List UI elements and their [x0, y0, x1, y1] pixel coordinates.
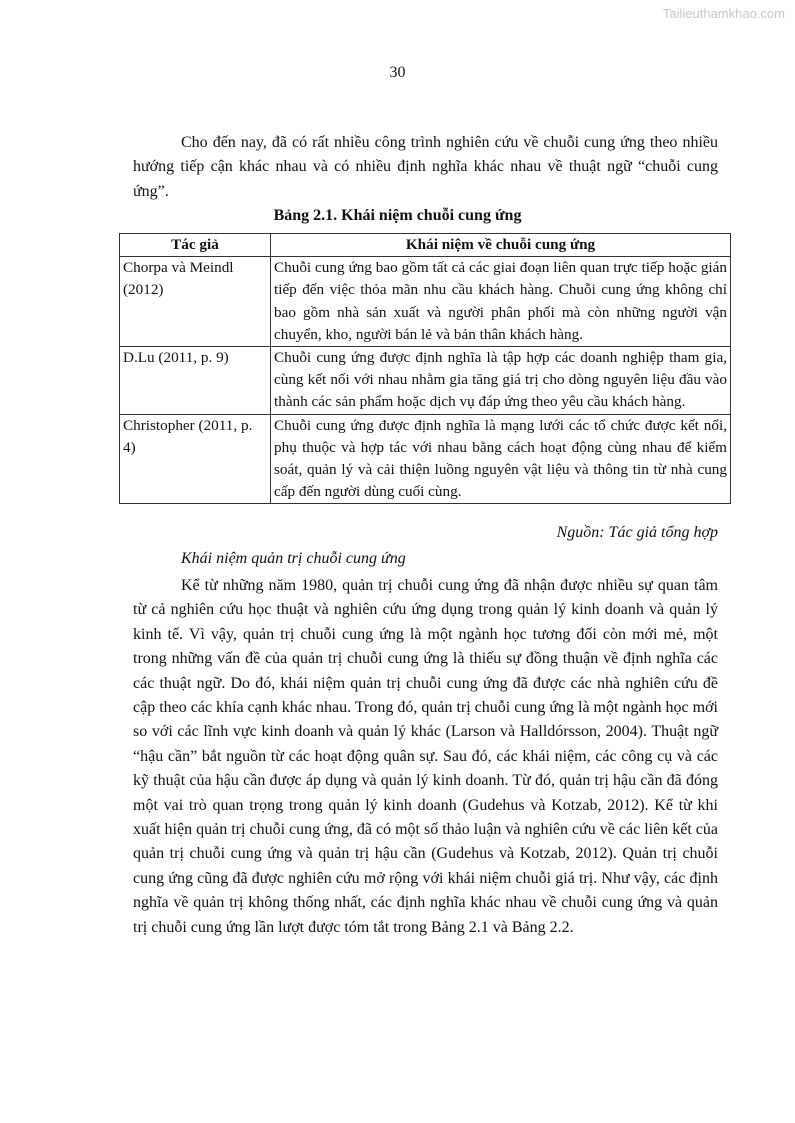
author-cell: D.Lu (2011, p. 9) [120, 347, 271, 415]
concept-cell: Chuỗi cung ứng bao gồm tất cả các giai đoạn liên quan trực tiếp hoặc gián tiếp đến việc thỏa mãn nhu cầu khách hàng. Chuỗi cung ứng không chỉ bao gồm nhà sản xuất và người phân phối mà còn những người vận chuyển, kho, người bán lẻ và bản thân khách hàng. [271, 257, 731, 347]
concept-table [119, 233, 731, 504]
header-concept: Khái niệm về chuỗi cung ứng [271, 234, 731, 257]
table-row [120, 414, 731, 504]
watermark: Tailieuthamkhao.com [662, 6, 785, 21]
body-paragraph: Kể từ những năm 1980, quản trị chuỗi cung ứng đã nhận được nhiều sự quan tâm từ cả nghiên cứu học thuật và nghiên cứu ứng dụng trong quản lý kinh doanh và quản lý kinh tế. Vì vậy, quản trị chuỗi cung ứng là một ngành học tương đối còn mới mẻ, một trong những vấn đề của quản trị chuỗi cung ứng là thiếu sự đồng thuận về định nghĩa các các thuật ngữ. Do đó, khái niệm quản trị chuỗi cung ứng đã được các nhà nghiên cứu đề cập theo các khía cạnh khác nhau. Trong đó, quản trị chuỗi cung ứng là một ngành học mới so với các lĩnh vực kinh doanh và quản lý khác (Larson và Halldórsson, 2004). Thuật ngữ “hậu cần” bắt nguồn từ các hoạt động quân sự. Sau đó, các khái niệm, các công cụ và các kỹ thuật của hậu cần được áp dụng và quản lý kinh doanh. Từ đó, quản trị hậu cần đã đóng một vai trò quan trọng trong quản lý kinh doanh (Gudehus và Kotzab, 2012). Kể từ khi xuất hiện quản trị chuỗi cung ứng, đã có một số thảo luận và nghiên cứu về các liên kết của quản trị chuỗi cung ứng và quản trị hậu cần (Gudehus và Kotzab, 2012). Quản trị chuỗi cung ứng cũng đã được nghiên cứu mở rộng với khái niệm chuỗi giá trị. Như vậy, các định nghĩa về quản trị không thống nhất, các định nghĩa khác nhau về chuỗi cung ứng và quản trị chuỗi cung ứng lần lượt được tóm tắt trong Bảng 2.1 và Bảng 2.2. [133, 577, 718, 936]
table-source: Nguồn: Tác giả tổng hợp [556, 524, 718, 541]
author-cell: Christopher (2011, p. 4) [120, 414, 271, 504]
section-subheading: Khái niệm quản trị chuỗi cung ứng [181, 550, 406, 567]
header-author: Tác giả [120, 234, 271, 257]
page-number: 30 [389, 64, 406, 81]
concept-cell: Chuỗi cung ứng được định nghĩa là tập hợp các doanh nghiệp tham gia, cùng kết nối với nhau nhằm gia tăng giá trị cho dòng nguyên liệu đầu vào thành các sản phẩm hoặc dịch vụ đáp ứng theo yêu cầu khách hàng. [271, 347, 731, 415]
table-row [120, 347, 731, 415]
author-cell: Chorpa và Meindl (2012) [120, 257, 271, 347]
table-header-row [120, 234, 731, 257]
concept-cell: Chuỗi cung ứng được định nghĩa là mạng lưới các tổ chức được kết nối, phụ thuộc và hợp tác với nhau bằng cách hoạt động cùng nhau để kiểm soát, quản lý và cải thiện luồng nguyên vật liệu và thông tin từ nhà cung cấp đến người dùng cuối cùng. [271, 414, 731, 504]
table-row [120, 257, 731, 347]
table-caption: Bảng 2.1. Khái niệm chuỗi cung ứng [273, 207, 522, 224]
intro-paragraph: Cho đến nay, đã có rất nhiều công trình nghiên cứu về chuỗi cung ứng theo nhiều hướng tiếp cận khác nhau và có nhiều định nghĩa khác nhau về thuật ngữ “chuỗi cung ứng”. [133, 134, 718, 200]
